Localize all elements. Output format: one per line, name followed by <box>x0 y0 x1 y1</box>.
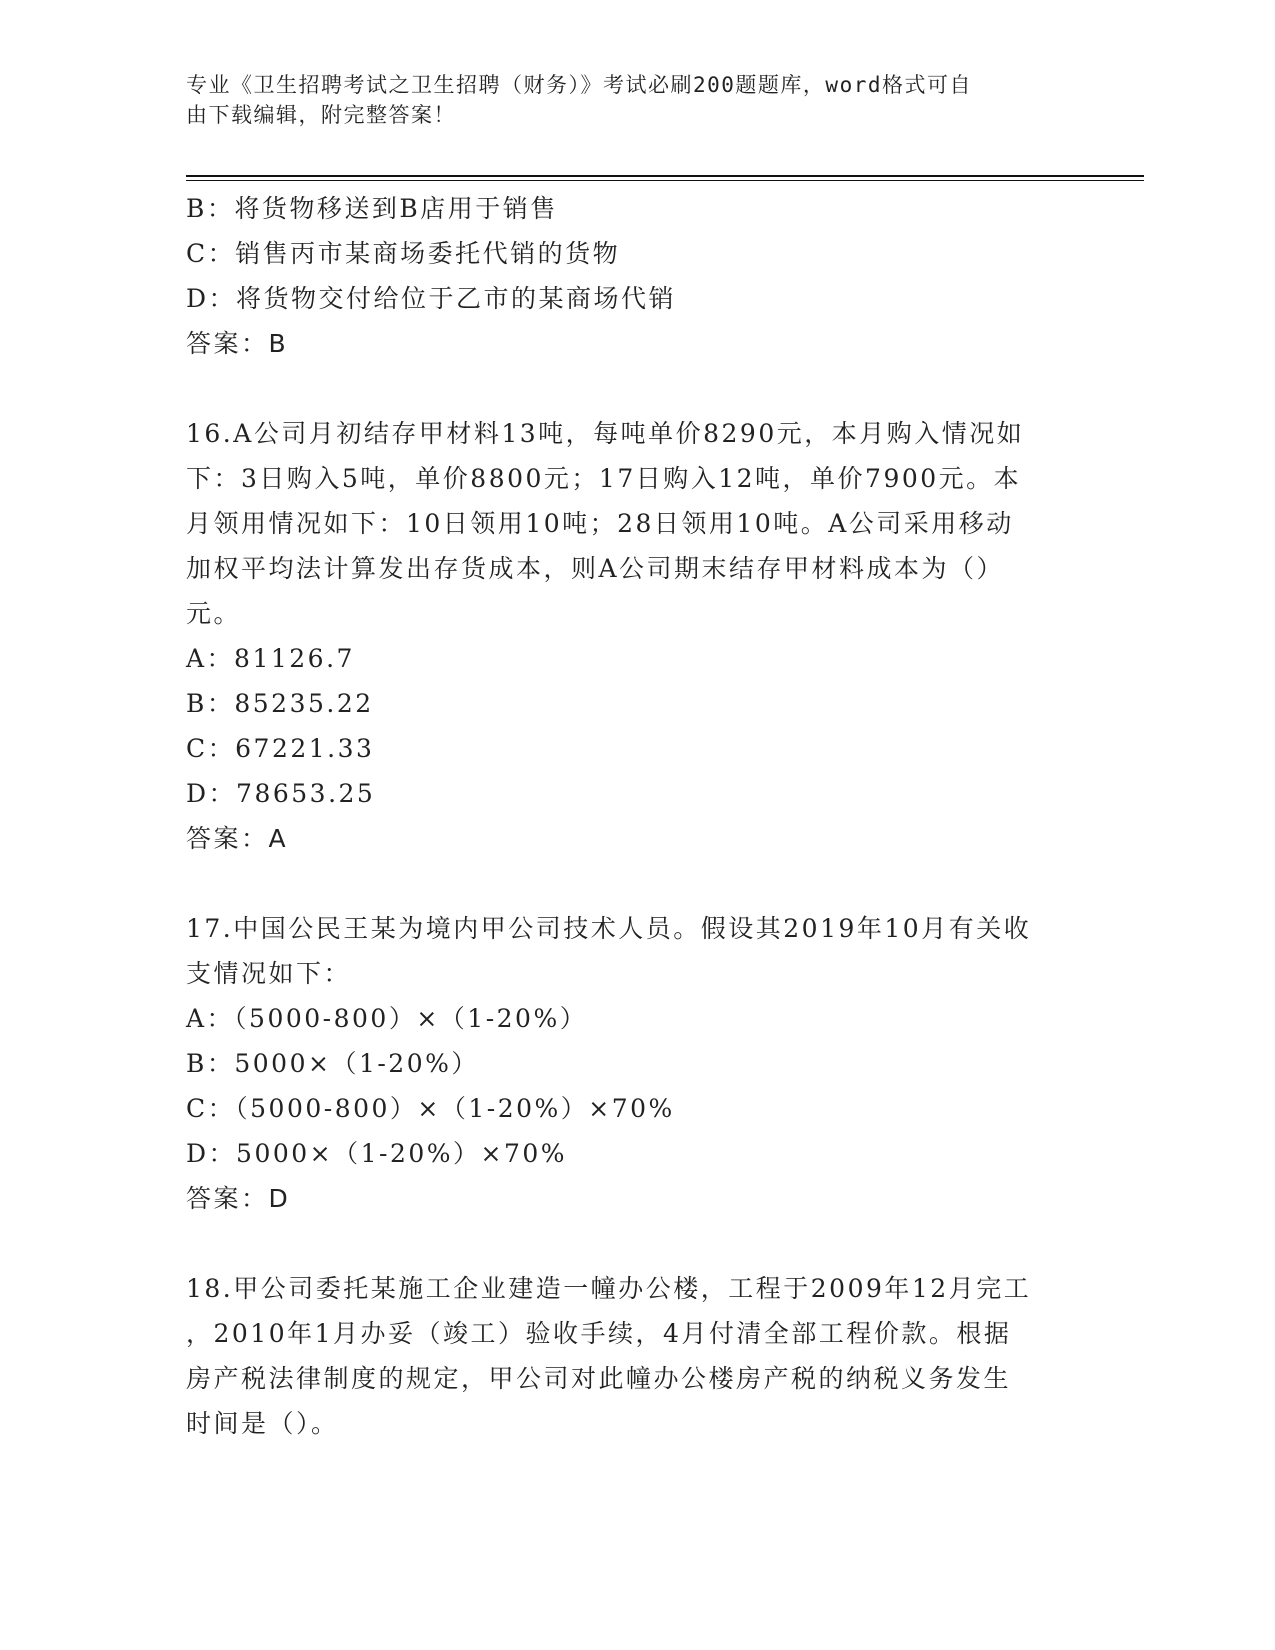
option-b: B：5000×（1-20%） <box>186 1049 479 1078</box>
option-b: B：85235.22 <box>186 689 374 718</box>
document-header <box>186 70 1066 130</box>
option-b: B：将货物移送到B店用于销售 <box>186 194 558 223</box>
answer-label: 答案：A <box>186 824 289 853</box>
question-16 <box>186 411 1066 861</box>
option-a: A：81126.7 <box>186 644 355 673</box>
answer-label: 答案：D <box>186 1184 291 1213</box>
stem-line: 月领用情况如下：10日领用10吨；28日领用10吨。A公司采用移动 <box>186 509 1014 538</box>
header-divider-thin <box>186 180 1144 181</box>
stem-line: 元。 <box>186 599 242 628</box>
header-line-2: 由下载编辑，附完整答案！ <box>186 103 456 127</box>
answer-label: 答案：B <box>186 329 289 358</box>
spacer <box>186 366 1066 411</box>
stem-line: 时间是（）。 <box>186 1409 339 1438</box>
option-c: C：销售丙市某商场委托代销的货物 <box>186 239 621 268</box>
stem-line: 加权平均法计算发出存货成本，则A公司期末结存甲材料成本为（） <box>186 554 1005 583</box>
question-stem <box>186 906 1066 996</box>
stem-line: ，2010年1月办妥（竣工）验收手续，4月付清全部工程价款。根据 <box>186 1319 1012 1348</box>
option-d: D：5000×（1-20%）×70% <box>186 1139 568 1168</box>
question-18 <box>186 1266 1066 1446</box>
question-15-tail <box>186 186 1066 366</box>
option-c: C：67221.33 <box>186 734 375 763</box>
stem-line: 16.A公司月初结存甲材料13吨，每吨单价8290元，本月购入情况如 <box>186 419 1025 448</box>
option-c: C：（5000-800）×（1-20%）×70% <box>186 1094 675 1123</box>
spacer <box>186 1221 1066 1266</box>
question-stem <box>186 411 1066 636</box>
stem-line: 房产税法律制度的规定，甲公司对此幢办公楼房产税的纳税义务发生 <box>186 1364 1012 1393</box>
question-stem <box>186 1266 1066 1446</box>
option-d: D：78653.25 <box>186 779 376 808</box>
option-a: A：（5000-800）×（1-20%） <box>186 1004 588 1033</box>
stem-line: 17.中国公民王某为境内甲公司技术人员。假设其2019年10月有关收 <box>186 914 1032 943</box>
header-line-1: 专业《卫生招聘考试之卫生招聘（财务）》考试必刷200题题库，word格式可自 <box>186 73 972 97</box>
option-d: D：将货物交付给位于乙市的某商场代销 <box>186 284 677 313</box>
question-list <box>186 186 1066 1446</box>
stem-line: 18.甲公司委托某施工企业建造一幢办公楼，工程于2009年12月完工 <box>186 1274 1032 1303</box>
stem-line: 支情况如下： <box>186 959 352 988</box>
question-17 <box>186 906 1066 1221</box>
stem-line: 下：3日购入5吨，单价8800元；17日购入12吨，单价7900元。本 <box>186 464 1022 493</box>
header-divider-thick <box>186 175 1144 177</box>
spacer <box>186 861 1066 906</box>
